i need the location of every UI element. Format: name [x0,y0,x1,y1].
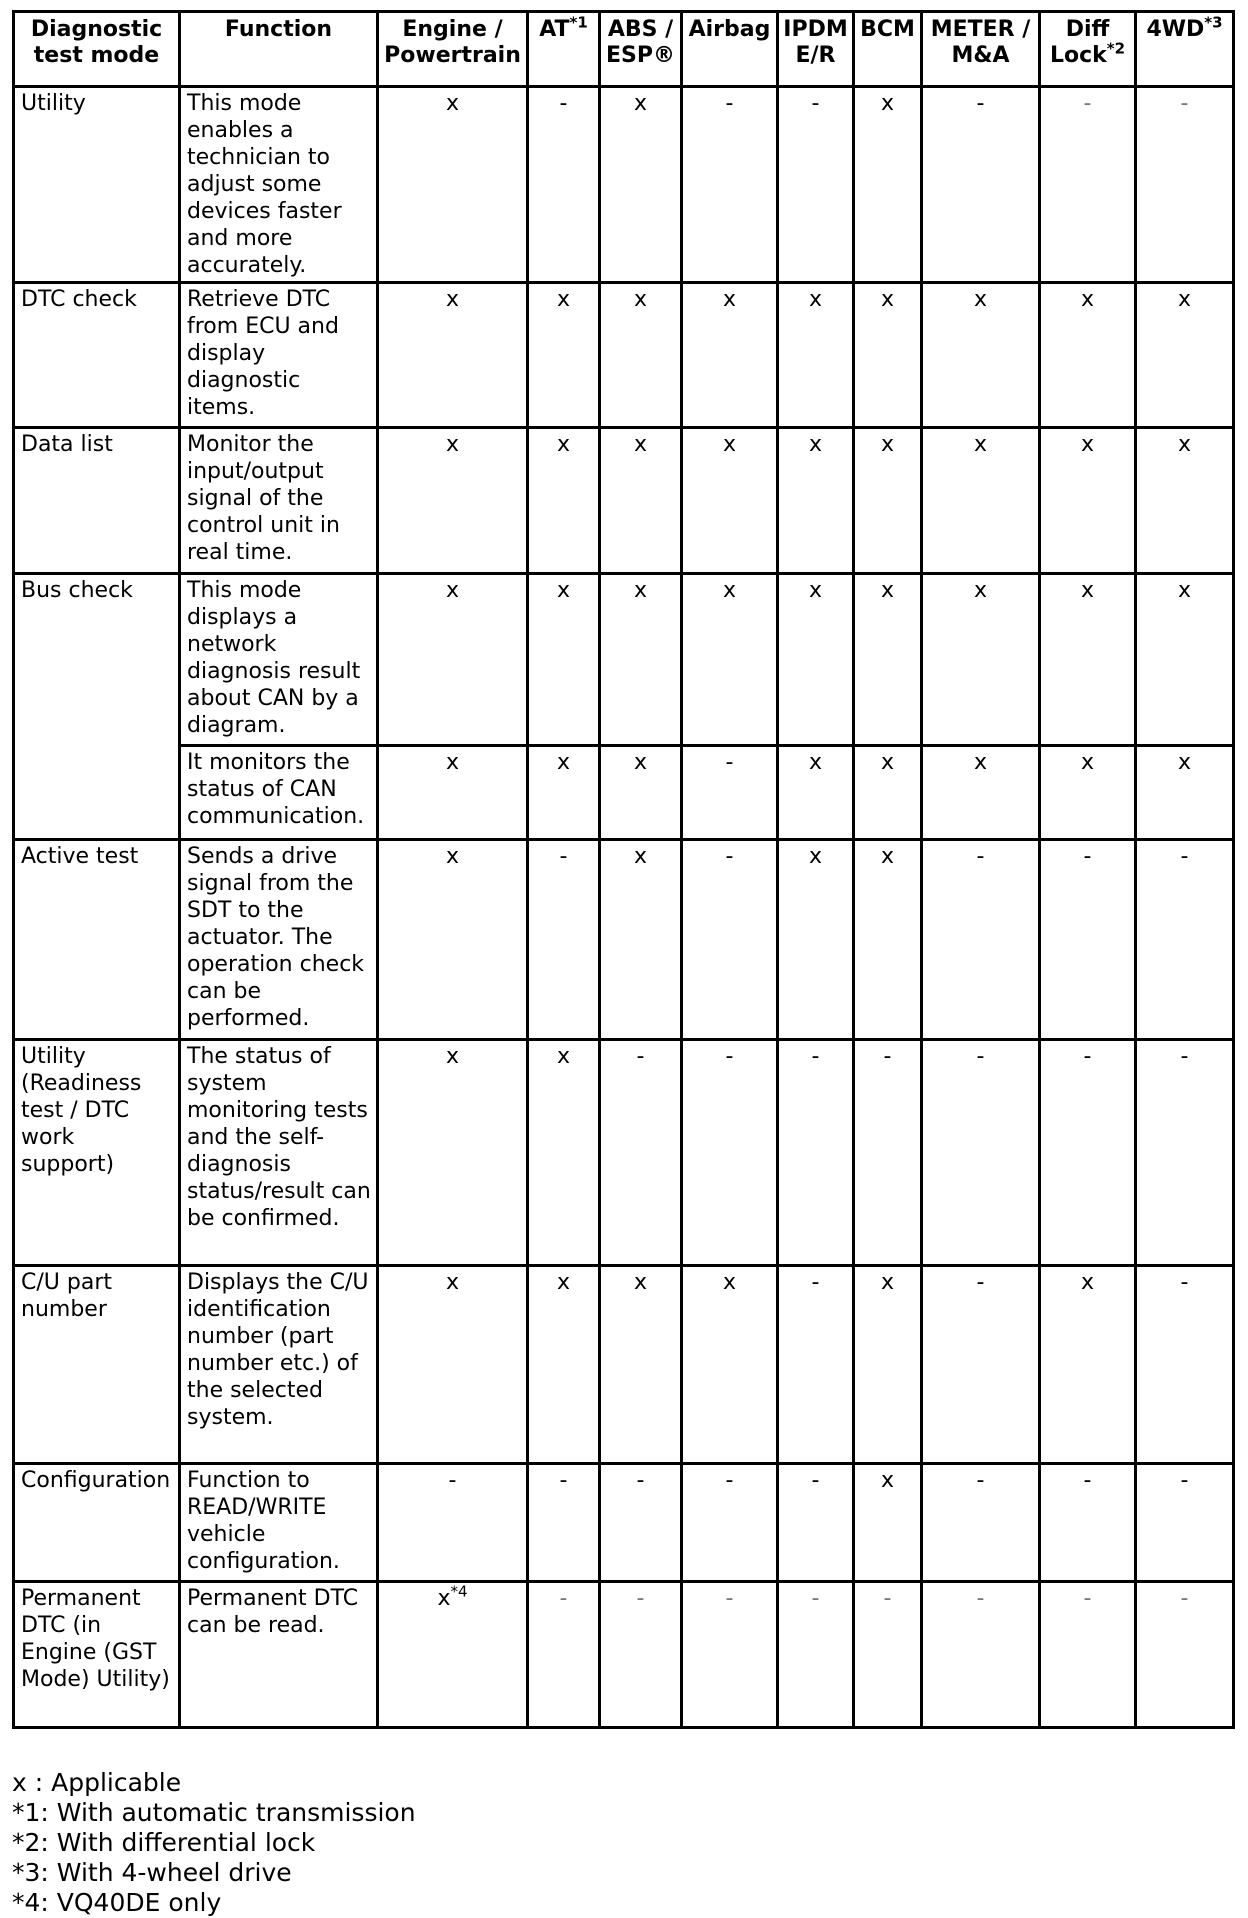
cell-4wd: x [1136,574,1234,746]
cell-4wd: x [1136,746,1234,840]
cell-engine: - [378,1464,528,1582]
cell-abs: x [600,87,682,283]
cell-meter: - [922,87,1040,283]
row-function: Function to READ/WRITE vehicle configuration. [180,1464,378,1582]
cell-meter: x [922,283,1040,428]
cell-bcm: x [854,283,922,428]
row-function: The status of system monitoring tests and the self-diagnosis status/result can be confirmed. [180,1040,378,1266]
cell-ipdm: - [778,1464,854,1582]
cell-abs: x [600,574,682,746]
cell-engine: $x^{*4}$ [378,1582,528,1728]
cell-airbag: x [682,428,778,574]
row-mode: Bus check [14,574,180,840]
cell-at: x [528,283,600,428]
header-4wd: 4WD$^{*3}$ [1136,12,1234,87]
table-row [14,1040,1234,1266]
cell-abs: - [600,1040,682,1266]
row-mode: Active test [14,840,180,1040]
cell-ipdm: x [778,840,854,1040]
header-bcm: BCM [854,12,922,87]
row-mode: DTC check [14,283,180,428]
cell-at: x [528,1266,600,1464]
cell-bcm: x [854,1464,922,1582]
table-row [14,574,1234,746]
cell-4wd: - [1136,87,1234,283]
cell-abs: x [600,1266,682,1464]
diagnostic-mode-table [12,10,1235,1729]
row-mode: Utility (Readiness test / DTC work support) [14,1040,180,1266]
cell-at: x [528,746,600,840]
cell-diff-lock: - [1040,1040,1136,1266]
cell-diff-lock: x [1040,428,1136,574]
cell-airbag: - [682,1464,778,1582]
header-meter-ma: METER / M&A [922,12,1040,87]
cell-meter: - [922,840,1040,1040]
row-function: It monitors the status of CAN communication. [180,746,378,840]
cell-engine: x [378,1040,528,1266]
cell-ipdm: - [778,87,854,283]
table-row [14,1582,1234,1728]
header-airbag: Airbag [682,12,778,87]
row-mode: Utility [14,87,180,283]
cell-engine: x [378,574,528,746]
cell-abs: x [600,283,682,428]
cell-ipdm: x [778,283,854,428]
cell-4wd: - [1136,1582,1234,1728]
cell-at: - [528,840,600,1040]
cell-abs: - [600,1582,682,1728]
cell-diff-lock: x [1040,283,1136,428]
cell-ipdm: x [778,574,854,746]
cell-ipdm: - [778,1266,854,1464]
cell-meter: - [922,1464,1040,1582]
row-mode: Configuration [14,1464,180,1582]
cell-bcm: x [854,428,922,574]
cell-airbag: - [682,1040,778,1266]
cell-4wd: - [1136,840,1234,1040]
row-mode: Data list [14,428,180,574]
cell-at: x [528,574,600,746]
legend-item: *1: With automatic transmission [12,1798,416,1827]
header-engine-powertrain: Engine / Powertrain [378,12,528,87]
header-function: Function [180,12,378,87]
cell-at: - [528,1582,600,1728]
cell-airbag: x [682,1266,778,1464]
cell-engine: x [378,87,528,283]
cell-engine: x [378,283,528,428]
cell-airbag: x [682,574,778,746]
cell-meter: - [922,1040,1040,1266]
cell-4wd: - [1136,1266,1234,1464]
cell-engine: x [378,840,528,1040]
cell-bcm: x [854,840,922,1040]
cell-ipdm: - [778,1582,854,1728]
table-row [14,428,1234,574]
cell-diff-lock: x [1040,1266,1136,1464]
header-diff-lock: Diff Lock$^{*2}$ [1040,12,1136,87]
table-row [14,1266,1234,1464]
cell-abs: x [600,428,682,574]
cell-abs: - [600,1464,682,1582]
cell-meter: x [922,428,1040,574]
cell-diff-lock: - [1040,1464,1136,1582]
cell-4wd: - [1136,1040,1234,1266]
header-diagnostic-test-mode: Diagnostic test mode [14,12,180,87]
row-function: This mode enables a technician to adjust some devices faster and more accurately. [180,87,378,283]
cell-bcm: - [854,1040,922,1266]
cell-4wd: x [1136,283,1234,428]
cell-engine: x [378,746,528,840]
cell-airbag: - [682,87,778,283]
row-function: Monitor the input/output signal of the control unit in real time. [180,428,378,574]
cell-airbag: - [682,840,778,1040]
cell-engine: x [378,1266,528,1464]
cell-bcm: x [854,87,922,283]
cell-4wd: x [1136,428,1234,574]
header-at: AT$^{*1}$ [528,12,600,87]
table-header-row [14,12,1234,87]
cell-meter: - [922,1266,1040,1464]
row-mode: C/U part number [14,1266,180,1464]
header-ipdm-er: IPDM E/R [778,12,854,87]
legend-item: x : Applicable [12,1768,182,1797]
cell-bcm: x [854,574,922,746]
cell-meter: x [922,746,1040,840]
cell-diff-lock: - [1040,1582,1136,1728]
cell-abs: x [600,746,682,840]
cell-bcm: x [854,1266,922,1464]
cell-engine: x [378,428,528,574]
cell-diff-lock: x [1040,746,1136,840]
diagnostic-mode-document [12,10,1235,1729]
cell-diff-lock: - [1040,840,1136,1040]
table-row [14,1464,1234,1582]
row-function: Sends a drive signal from the SDT to the actuator. The operation check can be performed. [180,840,378,1040]
row-function: Permanent DTC can be read. [180,1582,378,1728]
cell-at: x [528,428,600,574]
legend-item: *2: With differential lock [12,1828,316,1857]
table-row [14,746,1234,840]
cell-meter: - [922,1582,1040,1728]
cell-airbag: - [682,746,778,840]
table-row [14,840,1234,1040]
table-row [14,283,1234,428]
cell-bcm: - [854,1582,922,1728]
legend-item: *3: With 4-wheel drive [12,1858,292,1887]
cell-ipdm: - [778,1040,854,1266]
header-abs-esp: ABS / ESP® [600,12,682,87]
row-function: Retrieve DTC from ECU and display diagnostic items. [180,283,378,428]
cell-abs: x [600,840,682,1040]
table-row [14,87,1234,283]
cell-at: - [528,1464,600,1582]
cell-at: - [528,87,600,283]
cell-ipdm: x [778,428,854,574]
cell-ipdm: x [778,746,854,840]
cell-bcm: x [854,746,922,840]
cell-4wd: - [1136,1464,1234,1582]
cell-at: x [528,1040,600,1266]
row-function: Displays the C/U identification number (part number etc.) of the selected system. [180,1266,378,1464]
cell-airbag: x [682,283,778,428]
cell-meter: x [922,574,1040,746]
row-mode: Permanent DTC (in Engine (GST Mode) Utility) [14,1582,180,1728]
cell-airbag: - [682,1582,778,1728]
cell-diff-lock: x [1040,574,1136,746]
legend-item: *4: VQ40DE only [12,1888,222,1917]
cell-diff-lock: - [1040,87,1136,283]
row-function: This mode displays a network diagnosis result about CAN by a diagram. [180,574,378,746]
